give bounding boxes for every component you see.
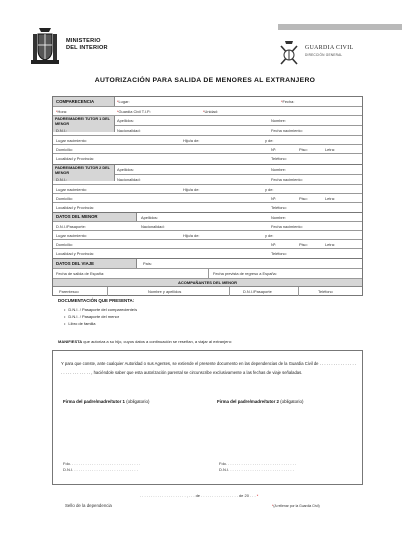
acompanantes-header <box>53 279 362 287</box>
tutor2-dni-firma[interactable]: D.N.I. . . . . . . . . . . . . . . . . . . . . . . . . . . . . . <box>219 467 294 472</box>
menor-row-4 <box>53 240 362 249</box>
tutor2-fecha-nacimiento[interactable]: Fecha nacimiento: <box>271 177 303 182</box>
tutor2-piso[interactable]: Piso: <box>299 196 308 201</box>
menor-dni[interactable]: D.N.I./Pasaporte: <box>56 224 86 229</box>
firma-tutor1-label: Firma del padre/madre/tutor 1 (obligatorio) <box>63 399 150 404</box>
comparecencia-row-1 <box>53 97 362 107</box>
tutor2-row-1 <box>53 165 362 175</box>
tutor2-numero[interactable]: Nº: <box>271 196 277 201</box>
menor-nacionalidad[interactable]: Nacionalidad: <box>141 224 165 229</box>
menor-row-3 <box>53 231 362 240</box>
tutor1-row-5 <box>53 154 362 165</box>
viaje-pais[interactable]: País: <box>143 261 152 266</box>
col-divider-2 <box>229 287 230 296</box>
firma-tutor2-label: Firma del padre/madre/tutor 2 (obligatorio) <box>217 399 304 404</box>
acompanantes-label: ACOMPAÑANTES DEL MENOR <box>178 280 237 285</box>
menor-localidad[interactable]: Localidad y Provincia: <box>56 251 94 256</box>
comparecencia-row-2 <box>53 107 362 116</box>
col-divider-1 <box>107 287 108 296</box>
documentacion-item: • D.N.I. / Pasaporte del menor <box>64 313 137 320</box>
comparecencia-label: COMPARECENCIA <box>56 99 95 104</box>
tutor1-localidad[interactable]: Localidad y Provincia: <box>56 156 94 161</box>
tutor1-nacionalidad[interactable]: Nacionalidad: <box>117 128 141 133</box>
manifiesta-line <box>58 339 232 344</box>
tutor2-hijo-de[interactable]: Hijo/a de: <box>183 187 200 192</box>
tutor1-y-de[interactable]: y de: <box>265 138 274 143</box>
tutor2-nacionalidad[interactable]: Nacionalidad: <box>117 177 141 182</box>
documentacion-item: • D.N.I. / Pasaporte del compareciente/s <box>64 306 137 313</box>
tutor2-dni[interactable]: D.N.I.: <box>56 177 68 182</box>
menor-numero[interactable]: Nº: <box>271 242 277 247</box>
date-line[interactable]: . . . . . . . . . . . . . . . . . . . . . , . . . de . . . . . . . . . . . . . . . . . de 20 . . . * <box>140 493 259 498</box>
tutor1-telefono[interactable]: Teléfono: <box>271 156 287 161</box>
menor-row-5 <box>53 249 362 259</box>
ministry-label <box>66 38 108 52</box>
unidad-field[interactable]: *Unidad: <box>203 109 218 114</box>
documentacion-item: • Libro de familia <box>64 320 137 327</box>
ministry-line-2: DEL INTERIOR <box>66 45 108 51</box>
manifiesta-text: que autoriza a su hijo, cuyos datos a continuación se reseñan, a viajar al extranjero: <box>83 339 233 344</box>
tutor2-apellidos[interactable]: Apellidos: <box>117 167 134 172</box>
tutor1-dni-firma[interactable]: D.N.I. . . . . . . . . . . . . . . . . . . . . . . . . . . . . . <box>63 467 138 472</box>
ministry-line-1: MINISTERIO <box>66 38 101 44</box>
manifiesta-bold: MANIFIESTA <box>58 339 83 344</box>
tutor1-apellidos[interactable]: Apellidos: <box>117 118 134 123</box>
guardia-civil-title: GUARDIA CIVIL <box>305 45 354 51</box>
menor-row-2 <box>53 222 362 231</box>
menor-domicilio[interactable]: Domicilio: <box>56 242 73 247</box>
tutor2-letra[interactable]: Letra: <box>325 196 335 201</box>
tutor1-hijo-de[interactable]: Hijo/a de: <box>183 138 200 143</box>
documentacion-list <box>64 306 137 327</box>
firma-tutor1-fields[interactable] <box>63 461 140 473</box>
menor-header <box>53 213 137 221</box>
tutor2-localidad[interactable]: Localidad y Provincia: <box>56 205 94 210</box>
tutor1-row-4 <box>53 145 362 154</box>
guardia-civil-emblem <box>278 40 300 66</box>
tutor1-label: PADRE/MADRE/ TUTOR 1 DEL MENOR <box>55 117 110 126</box>
menor-nombre[interactable]: Nombre: <box>271 215 286 220</box>
tutor2-row-2 <box>53 175 362 185</box>
acompanantes-columns <box>53 287 362 296</box>
firma-tutor2-fields[interactable] <box>219 461 296 473</box>
menor-y-de[interactable]: y de: <box>265 233 274 238</box>
tutor2-nombre[interactable]: Nombre: <box>271 167 286 172</box>
col-divider-3 <box>298 287 299 296</box>
tutor2-fdo[interactable]: Fdo. . . . . . . . . . . . . . . . . . . . . . . . . . . . . . . . <box>219 461 296 466</box>
viaje-fecha-regreso[interactable]: Fecha prevista de regreso a España: <box>213 271 277 276</box>
declaration-box <box>52 350 363 485</box>
tutor1-lugar-nacimiento[interactable]: Lugar nacimiento: <box>56 138 87 143</box>
header-bar <box>278 24 402 30</box>
viaje-divider <box>208 269 209 278</box>
menor-fecha-nacimiento[interactable]: Fecha nacimiento: <box>271 224 303 229</box>
menor-apellidos[interactable]: Apellidos: <box>141 215 158 220</box>
document-title: AUTORIZACIÓN PARA SALIDA DE MENORES AL EXTRANJERO <box>94 77 316 84</box>
tutor2-telefono[interactable]: Teléfono: <box>271 205 287 210</box>
tutor1-piso[interactable]: Piso: <box>299 147 308 152</box>
col-nombre: Nombre y apellidos <box>148 289 182 294</box>
hora-field[interactable]: *Hora: <box>56 109 68 114</box>
tutor2-row-4 <box>53 194 362 203</box>
tutor1-row-1 <box>53 116 362 126</box>
tutor1-fecha-nacimiento[interactable]: Fecha nacimiento: <box>271 128 303 133</box>
menor-row-1 <box>53 213 362 222</box>
menor-telefono[interactable]: Teléfono: <box>271 251 287 256</box>
puesto-field[interactable]: *Guardia Civil T.I.P.: <box>117 109 152 114</box>
authorization-form <box>52 96 363 296</box>
viaje-row-1 <box>53 259 362 269</box>
menor-lugar-nacimiento[interactable]: Lugar nacimiento: <box>56 233 87 238</box>
guardia-civil-subtitle: DIRECCIÓN GENERAL <box>305 53 343 57</box>
tutor1-nombre[interactable]: Nombre: <box>271 118 286 123</box>
tutor1-letra[interactable]: Letra: <box>325 147 335 152</box>
tutor2-lugar-nacimiento[interactable]: Lugar nacimiento: <box>56 187 87 192</box>
tutor2-label: PADRE/MADRE/ TUTOR 2 DEL MENOR <box>55 166 110 175</box>
viaje-row-2 <box>53 269 362 279</box>
viaje-header <box>53 259 137 268</box>
fecha-field[interactable]: *Fecha: <box>281 99 295 104</box>
documentacion-heading: DOCUMENTACIÓN QUE PRESENTA: <box>58 298 135 303</box>
tutor2-y-de[interactable]: y de: <box>265 187 274 192</box>
tutor2-row-3 <box>53 185 362 194</box>
col-parentesco: Parentesco <box>59 289 79 294</box>
sello-label: Sello de la dependencia <box>65 503 112 508</box>
guardia-civil-note: *(A rellenar por la Guardia Civil) <box>272 504 320 508</box>
comparecencia-header <box>53 97 115 106</box>
col-telefono: Teléfono <box>318 289 333 294</box>
declaration-text: Y para que conste, ante cualquier Autoridad o sus Agentes, se extiende el presente documento en las dependencias de la Guardia Civil de . . . . . . . . . . . . . . . . . . . . . . . . . . . . . , haciéndole saber que esta autorización parental se circunscribe exclusivamente a las fechas de viaje señaladas. <box>61 361 356 375</box>
viaje-label: DATOS DEL VIAJE <box>56 261 94 266</box>
tutor1-row-2 <box>53 126 362 136</box>
menor-piso[interactable]: Piso: <box>299 242 308 247</box>
menor-hijo-de[interactable]: Hijo/a de: <box>183 233 200 238</box>
tutor1-domicilio[interactable]: Domicilio: <box>56 147 73 152</box>
coat-of-arms-logo <box>28 26 62 66</box>
menor-letra[interactable]: Letra: <box>325 242 335 247</box>
tutor1-dni[interactable]: D.N.I.: <box>56 128 68 133</box>
viaje-fecha-salida[interactable]: Fecha de salida de España: <box>56 271 105 276</box>
tutor1-fdo[interactable]: Fdo. . . . . . . . . . . . . . . . . . . . . . . . . . . . . . . . <box>63 461 140 466</box>
tutor2-domicilio[interactable]: Domicilio: <box>56 196 73 201</box>
lugar-field[interactable]: *Lugar: <box>117 99 130 104</box>
col-dni: D.N.I./Pasaporte <box>243 289 272 294</box>
menor-label: DATOS DEL MENOR <box>56 214 98 219</box>
tutor1-numero[interactable]: Nº: <box>271 147 277 152</box>
tutor1-row-3 <box>53 136 362 145</box>
tutor2-row-5 <box>53 203 362 213</box>
